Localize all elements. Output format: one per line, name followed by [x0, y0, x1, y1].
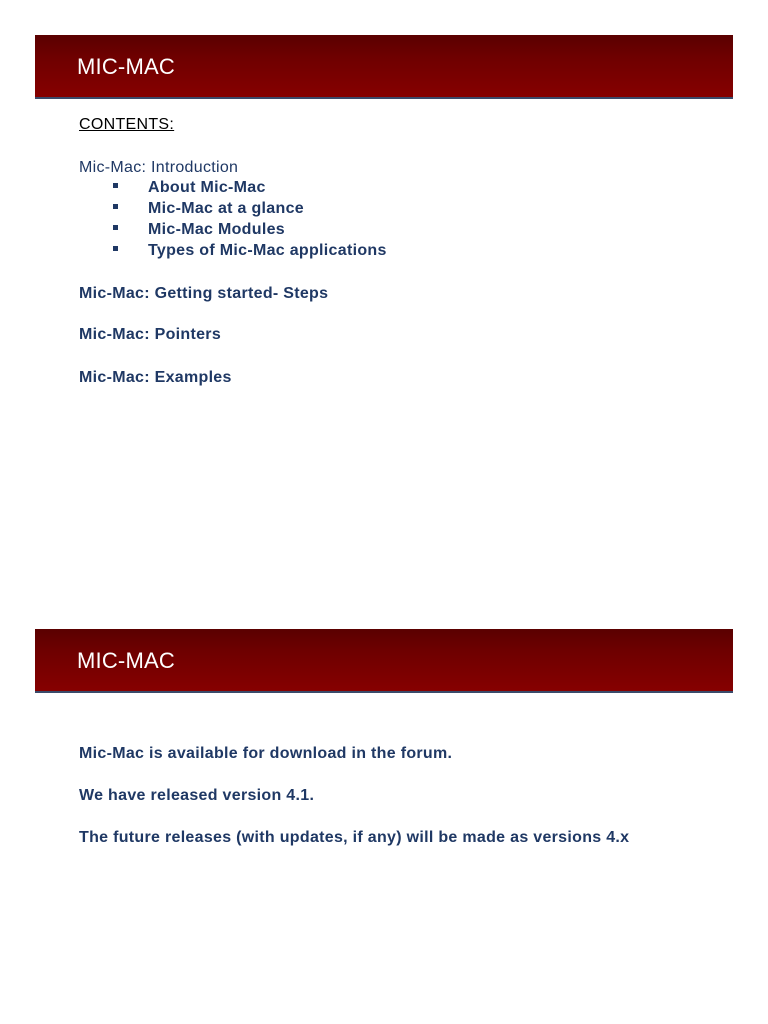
- list-item-label: About Mic-Mac: [148, 179, 266, 196]
- title-bar: [35, 35, 733, 99]
- intro-heading: Mic-Mac: Introduction: [79, 159, 239, 176]
- bullet-icon: [113, 183, 118, 188]
- getting-started-heading: Mic-Mac: Getting started- Steps: [79, 285, 329, 302]
- list-item-label: Mic-Mac Modules: [148, 221, 285, 238]
- examples-heading: Mic-Mac: Examples: [79, 369, 232, 386]
- list-item-label: Types of Mic-Mac applications: [148, 242, 387, 259]
- bullet-icon: [113, 246, 118, 251]
- bullet-icon: [113, 225, 118, 230]
- bullet-icon: [113, 204, 118, 209]
- version-line: We have released version 4.1.: [79, 787, 315, 804]
- list-item-label: Mic-Mac at a glance: [148, 200, 304, 217]
- list-item: [113, 221, 285, 239]
- future-releases-line: The future releases (with updates, if any) will be made as versions 4.x: [79, 829, 630, 846]
- contents-heading: CONTENTS:: [79, 116, 175, 133]
- slide-title: MIC-MAC: [77, 648, 175, 673]
- download-line: Mic-Mac is available for download in the forum.: [79, 745, 453, 762]
- title-bar: [35, 629, 733, 693]
- slide-title: MIC-MAC: [77, 54, 175, 79]
- list-item: [113, 179, 266, 197]
- list-item: [113, 242, 387, 260]
- slide-download: [0, 594, 768, 1024]
- list-item: [113, 200, 304, 218]
- pointers-heading: Mic-Mac: Pointers: [79, 326, 222, 343]
